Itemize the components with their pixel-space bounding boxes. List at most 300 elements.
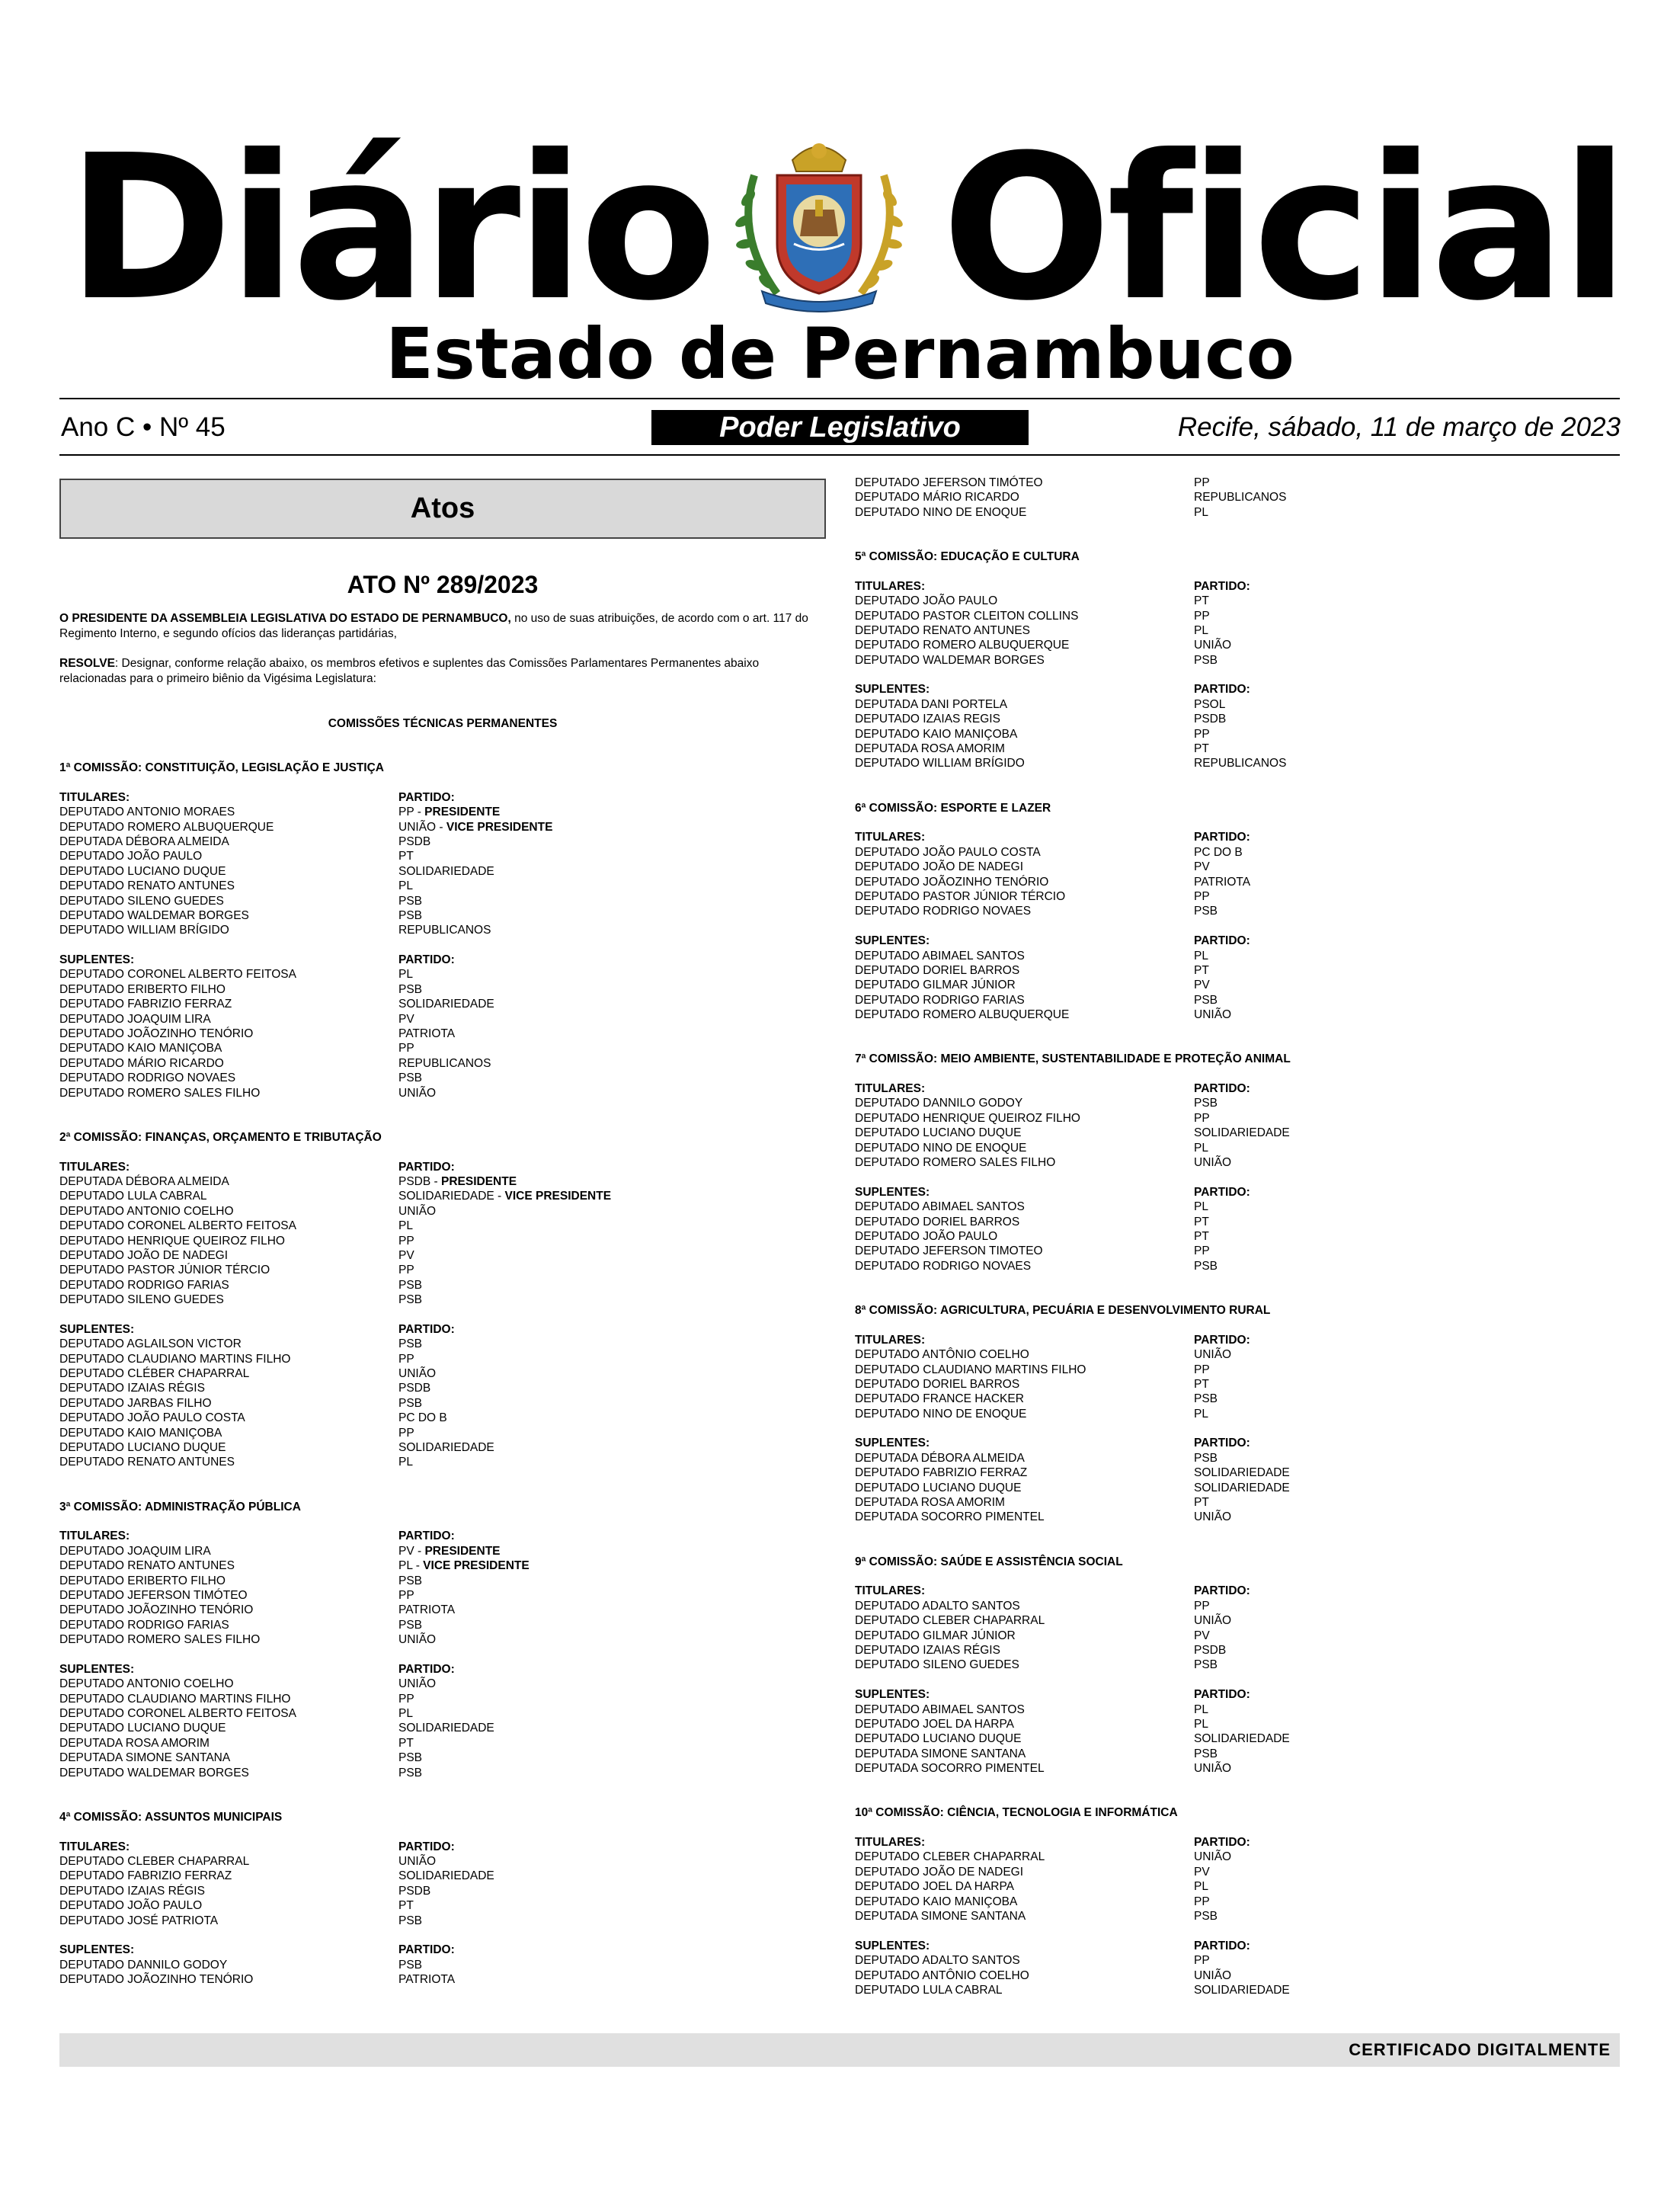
- commission-title: 1ª COMISSÃO: CONSTITUIÇÃO, LEGISLAÇÃO E JUSTIÇA: [59, 761, 384, 774]
- member-party: [1194, 1703, 1208, 1717]
- party-name: PSB: [398, 894, 423, 908]
- column-label: TITULARES:: [59, 1160, 130, 1174]
- suplente-row: [59, 1706, 826, 1721]
- titular-row: [855, 1865, 1617, 1879]
- member-party: [398, 1544, 501, 1558]
- member-name: DEPUTADO CLEBER CHAPARRAL: [855, 1850, 1045, 1864]
- edition-number: Ano C • Nº 45: [61, 412, 226, 442]
- commission-title: 7ª COMISSÃO: MEIO AMBIENTE, SUSTENTABILIDADE E PROTEÇÃO ANIMAL: [855, 1052, 1291, 1066]
- party-name: PL: [398, 1707, 413, 1721]
- member-name: DEPUTADO ROMERO ALBUQUERQUE: [855, 1008, 1070, 1022]
- spacer: [855, 919, 1617, 934]
- column-label: SUPLENTES:: [855, 1185, 930, 1199]
- member-name: DEPUTADO CORONEL ALBERTO FEITOSA: [59, 968, 296, 982]
- suplente-row: [855, 949, 1617, 963]
- party-name: PL: [1194, 1141, 1208, 1155]
- titular-row: [855, 1909, 1617, 1924]
- member-name: DEPUTADO JOÃO DE NADEGI: [855, 860, 1024, 874]
- titular-row: [59, 1603, 826, 1617]
- member-party: [1194, 609, 1210, 623]
- party-name: PSB: [398, 1751, 423, 1765]
- member-name: DEPUTADO JOÃO PAULO: [59, 1899, 203, 1913]
- party-label: PARTIDO:: [398, 1662, 455, 1676]
- member-party: [1194, 1200, 1208, 1214]
- party-label: PARTIDO:: [1194, 934, 1250, 948]
- member-name: DEPUTADO JOAQUIM LIRA: [59, 1544, 211, 1558]
- member-party: [1194, 1259, 1218, 1273]
- party-name: UNIÃO: [398, 1633, 437, 1647]
- member-name: DEPUTADO IZAIAS RÉGIS: [855, 1643, 1000, 1657]
- member-name: DEPUTADO NINO DE ENOQUE: [855, 1141, 1027, 1155]
- member-name: DEPUTADO LULA CABRAL: [855, 1983, 1003, 1997]
- party-name: PSDB: [398, 1382, 431, 1395]
- member-party: [1194, 476, 1210, 490]
- titular-row: [59, 908, 826, 923]
- party-label: PARTIDO:: [398, 1160, 455, 1174]
- spacer: [59, 938, 826, 953]
- member-party: [398, 834, 430, 849]
- member-name: DEPUTADO JOÃO PAULO: [59, 850, 203, 863]
- titular-row: [59, 820, 826, 834]
- member-name: DEPUTADO GILMAR JÚNIOR: [855, 1629, 1016, 1642]
- party-name: PT: [1194, 963, 1209, 977]
- column-label: TITULARES:: [59, 1840, 130, 1853]
- member-party: [398, 805, 500, 819]
- suplente-row: [59, 1027, 826, 1041]
- party-name: PSDB: [398, 1884, 431, 1898]
- titular-row: [855, 1141, 1617, 1155]
- suplente-row: [59, 1455, 826, 1469]
- member-name: DEPUTADO DORIEL BARROS: [855, 1377, 1020, 1391]
- member-party: [398, 1426, 414, 1440]
- column-label: TITULARES:: [59, 1530, 130, 1543]
- act-intro-text: no uso de suas atribuições, de acordo com o art. 117 do Regimento Interno, e segundo ofícios das lideranças partidárias,: [59, 612, 808, 640]
- member-party: [398, 1041, 414, 1055]
- party-name: UNIÃO: [398, 1677, 437, 1691]
- member-party: [1194, 1983, 1290, 1997]
- party-name: UNIÃO: [1194, 1156, 1232, 1170]
- titular-row: [855, 1363, 1617, 1377]
- member-name: DEPUTADO JOÃO PAULO COSTA: [855, 845, 1041, 859]
- titular-row: [855, 1658, 1617, 1672]
- member-name: DEPUTADO RODRIGO FARIAS: [855, 993, 1025, 1007]
- member-name: DEPUTADO JOSÉ PATRIOTA: [59, 1914, 219, 1927]
- party-name: PP: [398, 1264, 414, 1277]
- member-party: [398, 923, 491, 937]
- party-name: PP: [398, 1588, 414, 1602]
- suplente-row: [855, 756, 1617, 770]
- titular-row: [855, 623, 1617, 638]
- member-name: DEPUTADO ABIMAEL SANTOS: [855, 1703, 1025, 1716]
- member-party: [398, 1396, 422, 1411]
- spacer: [855, 815, 1617, 830]
- titular-row: [59, 1248, 826, 1263]
- member-role: VICE PRESIDENTE: [423, 1559, 530, 1573]
- party-name: PATRIOTA: [398, 1027, 456, 1041]
- member-name: DEPUTADO RODRIGO NOVAES: [855, 1259, 1032, 1273]
- commission-title: 9ª COMISSÃO: SAÚDE E ASSISTÊNCIA SOCIAL: [855, 1555, 1123, 1568]
- party-name: PP: [1194, 609, 1210, 623]
- suplentes-header: [59, 1943, 826, 1957]
- member-party: [1194, 1895, 1210, 1909]
- titular-row: [855, 845, 1617, 860]
- member-name: DEPUTADO LUCIANO DUQUE: [855, 1481, 1022, 1494]
- spacer: [855, 1821, 1617, 1835]
- member-party: [398, 1337, 422, 1351]
- titular-row: [59, 1558, 826, 1573]
- party-name: PP: [398, 1426, 414, 1440]
- column-label: TITULARES:: [855, 831, 926, 844]
- suplente-row: [855, 490, 1617, 505]
- party-name: PSB: [398, 1071, 423, 1085]
- member-name: DEPUTADO RODRIGO FARIAS: [59, 1618, 229, 1632]
- party-name: PSB: [1194, 993, 1218, 1007]
- member-party: [398, 1972, 455, 1987]
- member-party: [398, 879, 413, 893]
- party-name: PP: [1194, 476, 1210, 489]
- member-party: [398, 1381, 430, 1395]
- party-name: PL: [1194, 1717, 1208, 1731]
- member-name: DEPUTADO ERIBERTO FILHO: [59, 1574, 226, 1587]
- suplente-row: [59, 1692, 826, 1706]
- party-name: PT: [398, 850, 414, 863]
- party-name: SOLIDARIEDADE: [1194, 1126, 1290, 1140]
- party-name: PSB: [1194, 653, 1218, 667]
- party-label: PARTIDO:: [1194, 1836, 1250, 1850]
- titular-row: [855, 1599, 1617, 1613]
- party-name: SOLIDARIEDADE: [1194, 1466, 1290, 1480]
- suplentes-header: [855, 682, 1617, 697]
- member-name: DEPUTADO ANTONIO COELHO: [59, 1677, 234, 1691]
- right-commission-list: [855, 476, 1617, 1997]
- party-label: PARTIDO:: [1194, 1688, 1250, 1702]
- member-party: [1194, 1377, 1209, 1392]
- party-name: PSB: [398, 982, 423, 996]
- party-name: PC DO B: [1194, 845, 1243, 859]
- party-name: UNIÃO -: [398, 820, 446, 834]
- member-party: [398, 1766, 422, 1780]
- titular-row: [59, 1189, 826, 1203]
- suplente-row: [59, 982, 826, 997]
- titulares-header: [855, 1081, 1617, 1096]
- member-party: [1194, 1229, 1209, 1244]
- titular-row: [59, 1292, 826, 1307]
- member-name: DEPUTADA SIMONE SANTANA: [855, 1747, 1026, 1760]
- member-party: [1194, 860, 1210, 874]
- member-party: [1194, 1879, 1208, 1894]
- member-name: DEPUTADA DÉBORA ALMEIDA: [59, 1174, 229, 1188]
- member-name: DEPUTADO LUCIANO DUQUE: [855, 1126, 1022, 1140]
- member-party: [398, 1869, 494, 1883]
- member-name: DEPUTADO LUCIANO DUQUE: [59, 1440, 226, 1454]
- suplente-row: [59, 1751, 826, 1765]
- member-party: [398, 1292, 422, 1307]
- member-name: DEPUTADO RODRIGO NOVAES: [59, 1071, 236, 1085]
- act-title: ATO Nº 289/2023: [347, 571, 539, 598]
- party-name: PL: [1194, 949, 1208, 963]
- member-party: [398, 1736, 414, 1751]
- party-name: SOLIDARIEDADE: [1194, 1983, 1290, 1997]
- member-party: [398, 1618, 422, 1632]
- party-name: PP -: [398, 806, 425, 819]
- party-name: PSB: [398, 1337, 423, 1351]
- spacer: [59, 1928, 826, 1943]
- member-party: [1194, 505, 1208, 520]
- member-name: DEPUTADO JOÃO DE NADEGI: [855, 1865, 1024, 1879]
- member-name: DEPUTADO PASTOR JÚNIOR TÉRCIO: [59, 1264, 270, 1277]
- suplentes-header: [855, 934, 1617, 948]
- titular-row: [59, 1898, 826, 1913]
- suplente-row: [855, 742, 1617, 756]
- member-name: DEPUTADO CLEBER CHAPARRAL: [855, 1614, 1045, 1628]
- titular-row: [59, 1914, 826, 1928]
- member-party: [1194, 978, 1210, 992]
- member-name: DEPUTADO JOÃOZINHO TENÓRIO: [855, 875, 1049, 889]
- party-name: PSB: [1194, 1259, 1218, 1273]
- member-name: DEPUTADO ABIMAEL SANTOS: [855, 1200, 1025, 1214]
- column-label: TITULARES:: [855, 579, 926, 593]
- member-name: DEPUTADO WILLIAM BRÍGIDO: [59, 924, 229, 937]
- suplentes-header: [855, 1185, 1617, 1200]
- party-name: PP: [1194, 1111, 1210, 1125]
- titulares-header: [855, 830, 1617, 844]
- titular-row: [855, 1643, 1617, 1658]
- titular-row: [59, 1854, 826, 1869]
- member-party: [398, 1854, 436, 1869]
- party-name: PSB: [398, 1293, 423, 1307]
- suplente-row: [59, 1677, 826, 1691]
- spacer: [59, 1100, 826, 1130]
- titular-row: [59, 1234, 826, 1248]
- member-name: DEPUTADO CLAUDIANO MARTINS FILHO: [59, 1352, 291, 1366]
- titular-row: [855, 653, 1617, 668]
- member-party: [1194, 1155, 1231, 1170]
- member-party: [1194, 1643, 1226, 1658]
- party-label: PARTIDO:: [398, 790, 455, 804]
- column-label: TITULARES:: [855, 1082, 926, 1096]
- member-party: [398, 1721, 494, 1735]
- member-name: DEPUTADO JOÃOZINHO TENÓRIO: [59, 1973, 254, 1987]
- member-name: DEPUTADA SOCORRO PIMENTEL: [855, 1510, 1045, 1524]
- act-resolve-text: : Designar, conforme relação abaixo, os membros efetivos e suplentes das Comissões Parlamentares Permanentes abaixo relacionadas para o primeiro biênio da Vigésima Legislatura:: [59, 657, 760, 685]
- suplente-row: [855, 1703, 1617, 1717]
- member-party: [1194, 1096, 1218, 1110]
- titular-row: [855, 904, 1617, 918]
- commission-title: 2ª COMISSÃO: FINANÇAS, ORÇAMENTO E TRIBUTAÇÃO: [59, 1130, 382, 1144]
- suplente-row: [855, 1731, 1617, 1746]
- member-party: [1194, 1215, 1209, 1229]
- member-name: DEPUTADO SILENO GUEDES: [59, 894, 224, 908]
- suplentes-header: [855, 1939, 1617, 1953]
- member-party: [398, 1440, 494, 1455]
- footer-bar: [59, 2033, 1620, 2067]
- party-name: REPUBLICANOS: [1194, 757, 1287, 770]
- suplente-row: [59, 1411, 826, 1425]
- member-name: DEPUTADO ROMERO SALES FILHO: [59, 1633, 261, 1647]
- party-label: PARTIDO:: [398, 1840, 455, 1853]
- member-party: [1194, 1244, 1210, 1258]
- member-name: DEPUTADO RENATO ANTUNES: [59, 879, 235, 893]
- member-name: DEPUTADO ABIMAEL SANTOS: [855, 949, 1025, 963]
- titular-row: [59, 1278, 826, 1292]
- member-party: [1194, 1731, 1290, 1746]
- suplente-row: [855, 993, 1617, 1007]
- commission-title: 3ª COMISSÃO: ADMINISTRAÇÃO PÚBLICA: [59, 1500, 301, 1514]
- titular-row: [59, 1174, 826, 1189]
- member-party: [1194, 1629, 1210, 1643]
- suplente-row: [59, 1721, 826, 1735]
- titular-row: [855, 889, 1617, 904]
- member-party: [398, 1958, 422, 1972]
- member-name: DEPUTADA ROSA AMORIM: [855, 1496, 1005, 1510]
- member-name: DEPUTADA ROSA AMORIM: [59, 1736, 210, 1750]
- spacer: [855, 1170, 1617, 1184]
- suplente-row: [855, 1968, 1617, 1983]
- member-party: [1194, 1347, 1231, 1362]
- spacer: [855, 1022, 1617, 1052]
- member-party: [1194, 1510, 1231, 1524]
- commission-title: 10ª COMISSÃO: CIÊNCIA, TECNOLOGIA E INFORMÁTICA: [855, 1806, 1178, 1820]
- party-name: PP: [398, 1234, 414, 1248]
- spacer: [855, 1525, 1617, 1555]
- party-name: PP: [1194, 1363, 1210, 1376]
- party-label: PARTIDO:: [1194, 1437, 1250, 1450]
- member-name: DEPUTADO ADALTO SANTOS: [855, 1599, 1020, 1613]
- member-party: [1194, 1363, 1210, 1377]
- party-name: PL: [1194, 1703, 1208, 1716]
- member-name: DEPUTADO JEFERSON TIMÓTEO: [855, 476, 1043, 489]
- column-label: TITULARES:: [855, 1836, 926, 1850]
- member-name: DEPUTADO JOÃO DE NADEGI: [59, 1248, 229, 1262]
- member-party: [1194, 1465, 1290, 1480]
- titular-row: [855, 1347, 1617, 1362]
- spacer: [855, 1673, 1617, 1687]
- party-name: SOLIDARIEDADE: [398, 1722, 494, 1735]
- party-name: REPUBLICANOS: [398, 924, 491, 937]
- commission-title: 4ª COMISSÃO: ASSUNTOS MUNICIPAIS: [59, 1810, 283, 1824]
- member-name: DEPUTADO CORONEL ALBERTO FEITOSA: [59, 1707, 296, 1721]
- party-name: PSB: [398, 1396, 423, 1410]
- suplente-row: [59, 1396, 826, 1411]
- member-party: [398, 1278, 422, 1292]
- titular-row: [59, 1618, 826, 1632]
- titular-row: [855, 1850, 1617, 1864]
- titular-row: [59, 1574, 826, 1588]
- member-name: DEPUTADA SIMONE SANTANA: [855, 1909, 1026, 1923]
- titular-row: [59, 1204, 826, 1219]
- titular-row: [855, 1155, 1617, 1170]
- act-intro: [59, 611, 826, 641]
- member-party: [398, 1027, 455, 1041]
- party-name: PATRIOTA: [398, 1603, 456, 1617]
- party-label: PARTIDO:: [1194, 1185, 1250, 1199]
- member-party: [398, 1884, 430, 1898]
- suplente-row: [855, 1983, 1617, 1997]
- titular-row: [59, 923, 826, 937]
- suplente-row: [855, 476, 1617, 490]
- titular-row: [59, 1632, 826, 1647]
- member-name: DEPUTADA ROSA AMORIM: [855, 742, 1005, 756]
- member-name: DEPUTADO PASTOR CLEITON COLLINS: [855, 609, 1079, 623]
- party-name: PSDB: [1194, 713, 1227, 726]
- suplente-row: [59, 1086, 826, 1100]
- party-name: PT: [1194, 1496, 1209, 1510]
- member-role: VICE PRESIDENTE: [504, 1190, 612, 1203]
- suplente-row: [855, 978, 1617, 992]
- member-party: [1194, 756, 1286, 770]
- suplente-row: [59, 1766, 826, 1780]
- party-label: PARTIDO:: [1194, 831, 1250, 844]
- titular-row: [855, 1879, 1617, 1894]
- party-name: PV: [1194, 1629, 1210, 1642]
- member-name: DEPUTADA SOCORRO PIMENTEL: [855, 1762, 1045, 1776]
- publication-date: Recife, sábado, 11 de março de 2023: [1177, 412, 1621, 442]
- suplentes-header: [59, 1662, 826, 1677]
- member-name: DEPUTADO ANTÔNIO COELHO: [855, 1348, 1029, 1362]
- member-name: DEPUTADO ANTONIO COELHO: [59, 1204, 234, 1218]
- masthead-title-left: Diário: [67, 112, 713, 344]
- member-party: [1194, 1909, 1218, 1924]
- suplente-row: [59, 997, 826, 1011]
- member-name: DEPUTADO IZAIAS RÉGIS: [59, 1884, 205, 1898]
- member-party: [398, 908, 422, 923]
- member-name: DEPUTADO ANTONIO MORAES: [59, 806, 235, 819]
- member-name: DEPUTADO KAIO MANIÇOBA: [855, 727, 1018, 741]
- section-header-atos: Atos: [59, 479, 826, 539]
- titulares-header: [855, 1584, 1617, 1598]
- member-name: DEPUTADO KAIO MANIÇOBA: [855, 1895, 1018, 1908]
- member-party: [398, 1071, 422, 1085]
- titulares-header: [59, 1160, 826, 1174]
- suplente-row: [855, 1481, 1617, 1495]
- member-name: DEPUTADO DORIEL BARROS: [855, 963, 1020, 977]
- titular-row: [855, 1613, 1617, 1628]
- suplente-row: [855, 1510, 1617, 1524]
- suplente-row: [59, 1440, 826, 1455]
- spacer: [855, 1924, 1617, 1938]
- column-label: TITULARES:: [855, 1333, 926, 1347]
- member-party: [1194, 1007, 1231, 1022]
- member-name: DEPUTADO DANNILO GODOY: [855, 1097, 1023, 1110]
- party-name: UNIÃO: [1194, 1008, 1232, 1022]
- member-party: [1194, 1658, 1218, 1672]
- party-name: PL -: [398, 1559, 424, 1573]
- party-name: PP: [398, 1692, 414, 1706]
- member-name: DEPUTADO WALDEMAR BORGES: [855, 653, 1045, 667]
- titular-row: [855, 1629, 1617, 1643]
- party-name: UNIÃO: [1194, 1348, 1232, 1362]
- party-name: PV: [1194, 979, 1210, 992]
- spacer: [855, 1776, 1617, 1805]
- party-name: PSDB -: [398, 1174, 441, 1188]
- party-name: PC DO B: [398, 1411, 447, 1425]
- party-name: PT: [1194, 594, 1209, 608]
- member-party: [1194, 1761, 1231, 1776]
- member-party: [398, 1189, 611, 1203]
- party-name: PT: [1194, 742, 1209, 756]
- member-name: DEPUTADO DANNILO GODOY: [59, 1958, 228, 1972]
- party-label: PARTIDO:: [398, 1943, 455, 1957]
- member-role: PRESIDENTE: [424, 806, 501, 819]
- member-party: [398, 982, 422, 997]
- member-name: DEPUTADO HENRIQUE QUEIROZ FILHO: [855, 1111, 1080, 1125]
- member-party: [1194, 904, 1218, 918]
- suplente-row: [59, 1012, 826, 1027]
- act-subheading: COMISSÕES TÉCNICAS PERMANENTES: [328, 717, 558, 730]
- member-name: DEPUTADO JOAQUIM LIRA: [59, 1012, 211, 1026]
- party-name: PATRIOTA: [1194, 875, 1251, 889]
- member-role: PRESIDENTE: [424, 1544, 501, 1558]
